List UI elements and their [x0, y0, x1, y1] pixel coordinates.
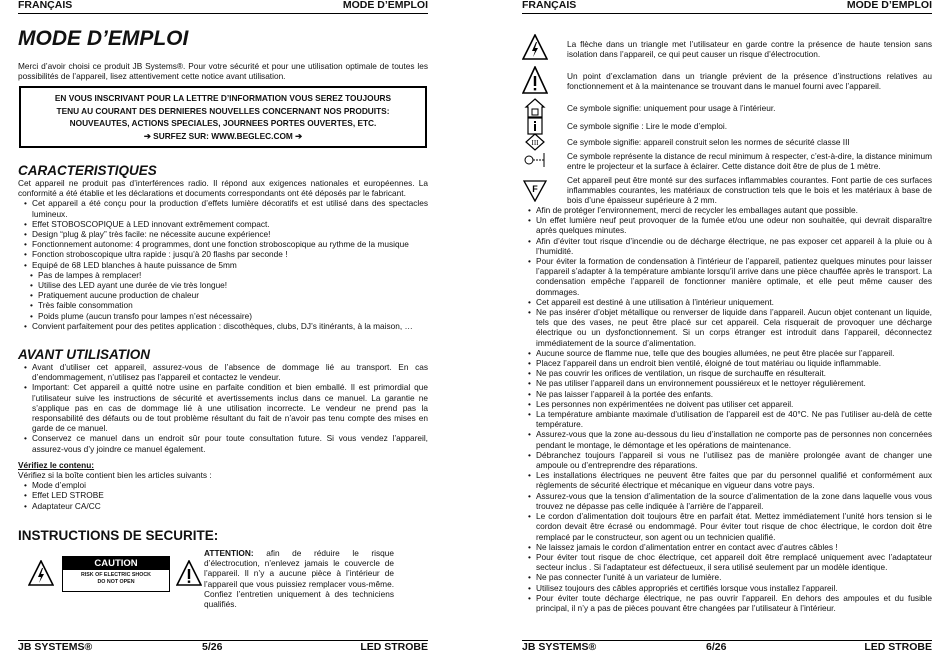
list-item: • Pour éviter toute décharge électrique, ne pas ouvrir l’appareil. En dehors des ampoules et du fusible principal, il n’y a pas de pièces pouvant être changées par l’utilisateur à l’intérieur.: [530, 593, 932, 613]
page-header: [522, 0, 932, 14]
list-item: • Ne pas insérer d’objet métallique ou renverser de liquide dans l’appareil. Aucun objet contenant un liquide, tels que des vases, ne peut être placé sur cet appareil. Cela risquerait de provoquer une décharge électrique ou un dysfonctionnement. Si un corps étranger est introduit dans l’appareil, déconnectez immédiatement de la source d’alimentation.: [530, 307, 932, 348]
list-item: • Utilise des LED ayant une durée de vie très longue!: [32, 280, 428, 290]
verif-list: [18, 480, 428, 511]
caract-intro: Cet appareil ne produit pas d’interférences radio. Il répond aux exigences nationales et européennes. La conformité a été établie et les déclarations et documents correspondants ont été déposés par le fabricant.: [18, 178, 428, 199]
list-item: • Un effet lumière neuf peut provoquer de la fumée et/ou une odeur non souhaitée, qui devrait disparaître après quelques minutes.: [530, 215, 932, 235]
list-item: • Important: Cet appareil a quitté notre usine en parfaite condition et bien emballé. Il est primordial que l’utilisateur suive les instructions de sécurité et avertissements inclus dans ce manuel. La garantie ne s’applique pas en cas de dommage lié à une utilisation incorrecte. Le vendeur ne prend pas la responsabilité des défauts ou de tout problème résultant du fait de n’avoir pas tenu compte des mises en garde de ce manuel.: [26, 382, 428, 433]
list-item: • Poids plume (aucun transfo pour lampes n’est nécessaire): [32, 311, 428, 321]
symbol-text: Ce symbole signifie: appareil construit selon les normes de sécurité classe III: [567, 137, 850, 147]
footer-brand: JB SYSTEMS®: [18, 641, 93, 653]
verif-title: Vérifiez le contenu:: [18, 459, 95, 470]
avant-list: [18, 362, 428, 454]
language-label: FRANÇAIS: [522, 0, 577, 11]
exclamation-triangle-icon: [522, 66, 548, 94]
list-item: • Assurez-vous que la zone au-dessous du lieu d’installation ne comporte pas de personnes non concernées pendant le montage, le démontage et les opérations de maintenance.: [530, 429, 932, 449]
page-header: [18, 0, 428, 14]
newsletter-line: TENU AU COURANT DES DERNIERES NOUVELLES CONCERNANT NOS PRODUITS:: [56, 105, 390, 116]
list-item: • Cet appareil a été conçu pour la production d’effets lumière décoratifs et est utilisé dans des spectacles lumineux.: [26, 198, 428, 218]
list-item: • Fonction stroboscopique ultra rapide : jusqu’à 20 flashs par seconde !: [26, 249, 428, 259]
list-item: • Effet LED STROBE: [26, 490, 428, 500]
newsletter-link[interactable]: ➔ SURFEZ SUR: WWW.BEGLEC.COM ➔: [143, 130, 303, 141]
attention-text: [204, 548, 394, 609]
indoor-house-icon: [522, 98, 548, 118]
footer-product: LED STROBE: [864, 641, 932, 653]
lightning-triangle-icon: [28, 560, 54, 586]
newsletter-line: EN VOUS INSCRIVANT POUR LA LETTRE D’INFORMATION VOUS SEREZ TOUJOURS: [54, 93, 392, 103]
caution-title: CAUTION: [63, 557, 169, 570]
list-item: • Convient parfaitement pour des petites application : discothèques, clubs, DJ’s itinérants, à la maison, …: [26, 321, 428, 331]
list-item: • Ne laissez jamais le cordon d’alimentation entrer en contact avec d’autres câbles !: [530, 542, 932, 552]
caution-label: [62, 556, 170, 592]
list-item: • Les installations électriques ne peuvent être faites que par du personnel qualifié et conformément aux règlements de sécurité électrique et mécanique en vigueur dans votre pays.: [530, 470, 932, 490]
caution-warning: RISK OF ELECTRIC SHOCK: [80, 572, 152, 578]
section-heading: CARACTERISTIQUES: [18, 163, 157, 178]
list-item: • Effet STOBOSCOPIQUE à LED innovant extrêmement compact.: [26, 219, 428, 229]
page-footer: [18, 640, 428, 655]
svg-text:III: III: [531, 139, 539, 147]
list-item: • Pas de lampes à remplacer!: [32, 270, 428, 280]
list-item: • Avant d’utiliser cet appareil, assurez-vous de l’absence de dommage lié au transport. En cas d’endommagement, n’utilisez pas l’appareil et contactez le vendeur.: [26, 362, 428, 382]
attention-label: ATTENTION:: [204, 548, 254, 558]
list-item: • Assurez-vous que la tension d’alimentation de la source d’alimentation de la zone dans laquelle vous vous trouvez ne dépasse pas celle indiquée à l’arrière de l’appareil.: [530, 491, 932, 511]
caution-warning: DO NOT OPEN: [97, 579, 135, 585]
list-item: • Afin de protéger l’environnement, merci de recycler les emballages autant que possible.: [530, 205, 932, 215]
list-item: • Adaptateur CA/CC: [26, 501, 428, 511]
caracteristiques-section: [18, 163, 428, 331]
left-page: [18, 0, 428, 654]
symbol-text: Cet appareil peut être monté sur des surfaces inflammables courantes. Font partie de ces surfaces inflammables courantes, les matériaux de construction tels que le bois et les matériaux à base de bois d’une épaisseur supérieure à 2 mm.: [567, 175, 932, 206]
list-item: • Les personnes non expérimentées ne doivent pas utiliser cet appareil.: [530, 399, 932, 409]
attention-body: afin de réduire le risque d’électrocution, n’enlevez jamais le couvercle de l’appareil. Il n’y a aucune pièce à l’intérieur de l’appareil que vous puissiez remplacer vous-même. Confiez l’entretien uniquement à des techniciens qualifiés.: [204, 548, 394, 610]
list-item: • La température ambiante maximale d’utilisation de l’appareil est de 40°C. Ne pas l’utiliser au-delà de cette température.: [530, 409, 932, 429]
list-item: • Ne pas utiliser l’appareil dans un environnement poussiéreux et le nettoyer régulièrement.: [530, 378, 932, 388]
right-page: [522, 0, 932, 654]
svg-text:F: F: [532, 184, 538, 194]
list-item: • Afin d’éviter tout risque d’incendie ou de décharge électrique, ne pas exposer cet appareil à la pluie ou à l’humidité.: [530, 236, 932, 256]
list-item: • Pratiquement aucune production de chaleur: [32, 290, 428, 300]
list-item: • Utilisez toujours des câbles appropriés et certifiés lorsque vous installez l’appareil.: [530, 583, 932, 593]
avant-section: [18, 347, 428, 511]
header-title: MODE D’EMPLOI: [846, 0, 932, 11]
list-item: • Pour éviter tout risque de choc électrique, cet appareil doit être remplacé uniquement avec l’adaptateur secteur inclus . Si l’adaptateur est défectueux, il sera utilisé seulement par un modèle identique.: [530, 552, 932, 572]
list-item: • Ne pas connecter l’unité à un variateur de lumière.: [530, 572, 932, 582]
safety-list: [522, 205, 932, 613]
symbol-text: Ce symbole signifie: uniquement pour usage à l’intérieur.: [567, 103, 776, 113]
list-item: • Débranchez toujours l’appareil si vous ne l’utilisez pas de manière prolongée avant de changer une ampoule ou d’entreprendre des réparations.: [530, 450, 932, 470]
footer-product: LED STROBE: [360, 641, 428, 653]
caract-list: [18, 198, 428, 269]
verif-intro: Vérifiez si la boîte contient bien les articles suivants :: [18, 470, 212, 481]
page-footer: [522, 640, 932, 655]
list-item: • Cet appareil est destiné à une utilisation à l’intérieur uniquement.: [530, 297, 932, 307]
symbol-text: Un point d’exclamation dans un triangle prévient de la présence d’instructions relatives au fonctionnement et à la maintenance se trouvant dans le manuel fourni avec l’appareil.: [567, 71, 932, 92]
newsletter-line: NOUVEAUTES, ACTIONS SPECIALES, JOURNEES PORTES OUVERTES, ETC.: [69, 118, 377, 128]
page-number: 5/26: [202, 641, 223, 653]
symbol-text: Ce symbole représente la distance de recul minimum à respecter, c’est-à-dire, la distance minimum entre le projecteur et la surface à éclairer. Cette distance doit être de plus de 1 mètre.: [567, 151, 932, 172]
language-label: FRANÇAIS: [18, 0, 73, 11]
section-heading: AVANT UTILISATION: [18, 347, 150, 362]
list-item: • Très faible consommation: [32, 300, 428, 310]
list-item: • Mode d’emploi: [26, 480, 428, 490]
list-item: • Placez l’appareil dans un endroit bien ventilé, éloigné de tout matériau ou liquide inflammable.: [530, 358, 932, 368]
header-title: MODE D’EMPLOI: [342, 0, 428, 11]
symbol-text: Ce symbole signifie : Lire le mode d’emploi.: [567, 121, 728, 131]
class-iii-icon: [522, 133, 548, 151]
section-heading: INSTRUCTIONS DE SECURITE:: [18, 528, 219, 543]
min-distance-icon: [522, 150, 548, 170]
caract-sub-list: [18, 270, 428, 321]
intro-text: Merci d’avoir choisi ce produit JB Systems®. Pour votre sécurité et pour une utilisation optimale de toutes les possibilités de l’appareil, lisez attentivement cette notice avant utilisation.: [18, 61, 428, 82]
list-item: • Ne pas laisser l’appareil à la portée des enfants.: [530, 389, 932, 399]
page-number: 6/26: [706, 641, 727, 653]
exclamation-triangle-icon: [176, 560, 202, 586]
list-item: • Pour éviter la formation de condensation à l’intérieur de l’appareil, patientez quelques minutes pour laisser l’appareil s’adapter à la température ambiante lorsqu’il arrive dans une pièce chauffée après le transport. La condensation empêche l’appareil de fonctionner manière optimale, et elle peut même causer des dommages.: [530, 256, 932, 297]
lightning-triangle-icon: [522, 34, 548, 60]
list-item: • Design “plug & play” très facile: ne nécessite aucune expérience!: [26, 229, 428, 239]
symbol-text: La flèche dans un triangle met l’utilisateur en garde contre la présence de haute tension sans isolation dans l’appareil, ce qui peut causer un risque d’électrocution.: [567, 39, 932, 60]
list-item: • Le cordon d’alimentation doit toujours être en parfait état. Mettez immédiatement l’unité hors tension si le cordon devait être écrasé ou endommagé. Pour éviter tout risque de choc électrique, le cordon doit être remplacé par le constructeur, son agent ou un technicien qualifié.: [530, 511, 932, 542]
list-item: • Conservez ce manuel dans un endroit sûr pour toute consultation future. Si vous vendez l’appareil, assurez-vous d’y joindre ce manuel également.: [26, 433, 428, 453]
footer-brand: JB SYSTEMS®: [522, 641, 597, 653]
list-item: • Equipé de 68 LED blanches à haute puissance de 5mm: [26, 260, 428, 270]
list-item: • Ne pas couvrir les orifices de ventilation, un risque de surchauffe en résulterait.: [530, 368, 932, 378]
list-item: • Aucune source de flamme nue, telle que des bougies allumées, ne peut être placée sur l’appareil.: [530, 348, 932, 358]
flammable-surface-icon: [522, 178, 548, 202]
list-item: • Fonctionnement autonome: 4 programmes, dont une fonction stroboscopique au rythme de la musique: [26, 239, 428, 249]
page-title: MODE D’EMPLOI: [18, 27, 189, 50]
newsletter-box: [19, 86, 427, 148]
